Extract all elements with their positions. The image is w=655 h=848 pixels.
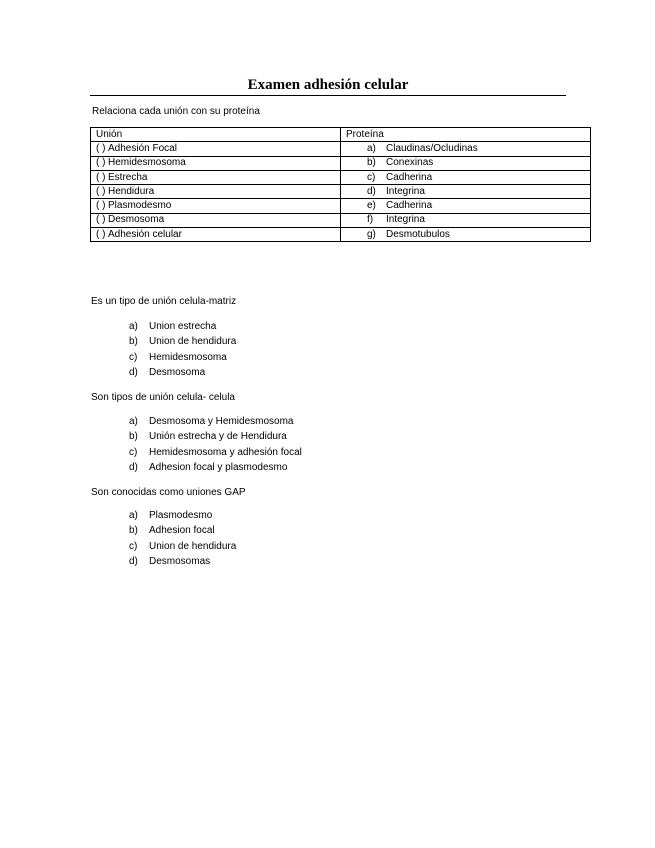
option-letter: a) bbox=[129, 321, 138, 332]
option-letter: a) bbox=[129, 416, 138, 427]
protein-cell bbox=[341, 142, 591, 156]
union-name: Estrecha bbox=[108, 171, 148, 183]
protein-name: Integrina bbox=[386, 185, 425, 197]
table-row bbox=[91, 156, 591, 170]
answer-blank: ( ) bbox=[96, 228, 106, 240]
question-1-text: Es un tipo de unión celula-matriz bbox=[91, 296, 237, 307]
option-letter: d) bbox=[129, 366, 138, 378]
question-2-text: Son tipos de unión celula- celula bbox=[91, 392, 235, 403]
option-text: Unión estrecha y de Hendidura bbox=[149, 431, 287, 443]
option-text: Adhesion focal y plasmodesmo bbox=[149, 461, 288, 473]
option-text: Desmosoma bbox=[149, 366, 206, 378]
union-name: Adhesión Focal bbox=[108, 142, 177, 154]
protein-cell bbox=[341, 170, 591, 184]
protein-letter: e) bbox=[367, 200, 376, 212]
table-row bbox=[91, 228, 591, 242]
protein-name: Cadherina bbox=[386, 200, 433, 212]
union-name: Adhesión celular bbox=[108, 228, 182, 240]
list-item bbox=[129, 510, 236, 525]
answer-blank: ( ) bbox=[96, 171, 106, 183]
answer-blank: ( ) bbox=[96, 157, 106, 169]
title-underline bbox=[90, 95, 566, 96]
option-text: Union estrecha bbox=[149, 321, 217, 332]
answer-blank: ( ) bbox=[96, 142, 106, 154]
union-cell bbox=[91, 156, 341, 170]
table-row bbox=[91, 170, 591, 184]
protein-cell bbox=[341, 199, 591, 213]
option-letter: c) bbox=[129, 351, 138, 363]
union-name: Plasmodesmo bbox=[108, 200, 172, 212]
protein-name: Claudinas/Ocludinas bbox=[386, 142, 478, 154]
option-letter: b) bbox=[129, 525, 138, 537]
list-item bbox=[129, 352, 236, 367]
table-row bbox=[91, 199, 591, 213]
question-3-options bbox=[129, 510, 236, 571]
table-row bbox=[91, 185, 591, 199]
list-item bbox=[129, 367, 236, 382]
protein-cell bbox=[341, 213, 591, 227]
option-letter: d) bbox=[129, 555, 138, 567]
table-header-row bbox=[91, 128, 591, 142]
header-union: Unión bbox=[91, 128, 341, 142]
option-text: Desmosomas bbox=[149, 555, 211, 567]
matching-instructions: Relaciona cada unión con su proteína bbox=[92, 106, 260, 117]
union-name: Hendidura bbox=[108, 185, 155, 197]
list-item bbox=[129, 336, 236, 351]
table-row bbox=[91, 142, 591, 156]
option-letter: a) bbox=[129, 510, 138, 521]
protein-letter: c) bbox=[367, 171, 376, 183]
option-text: Hemidesmosoma bbox=[149, 351, 227, 363]
option-letter: c) bbox=[129, 446, 138, 458]
union-cell bbox=[91, 228, 341, 242]
question-2-options bbox=[129, 416, 302, 477]
union-cell bbox=[91, 185, 341, 199]
union-name: Desmosoma bbox=[108, 214, 165, 226]
protein-cell bbox=[341, 228, 591, 242]
document-title: Examen adhesión celular bbox=[247, 77, 409, 93]
union-name: Hemidesmosoma bbox=[108, 157, 186, 169]
protein-letter: d) bbox=[367, 185, 376, 197]
list-item bbox=[129, 431, 302, 446]
option-letter: c) bbox=[129, 540, 138, 552]
protein-name: Conexinas bbox=[386, 157, 434, 169]
protein-cell bbox=[341, 156, 591, 170]
list-item bbox=[129, 321, 236, 336]
list-item bbox=[129, 541, 236, 556]
answer-blank: ( ) bbox=[96, 200, 106, 212]
option-text: Plasmodesmo bbox=[149, 510, 213, 521]
union-cell bbox=[91, 170, 341, 184]
answer-blank: ( ) bbox=[96, 185, 106, 197]
question-1-options bbox=[129, 321, 236, 382]
protein-letter: g) bbox=[367, 228, 376, 240]
list-item bbox=[129, 416, 302, 431]
option-letter: b) bbox=[129, 336, 138, 348]
list-item bbox=[129, 556, 236, 571]
union-cell bbox=[91, 199, 341, 213]
list-item bbox=[129, 525, 236, 540]
protein-name: Cadherina bbox=[386, 171, 433, 183]
table-row bbox=[91, 213, 591, 227]
list-item bbox=[129, 462, 302, 477]
list-item bbox=[129, 447, 302, 462]
option-text: Union de hendidura bbox=[149, 540, 237, 552]
option-text: Union de hendidura bbox=[149, 336, 237, 348]
option-letter: d) bbox=[129, 461, 138, 473]
protein-name: Desmotubulos bbox=[386, 228, 450, 240]
protein-letter: a) bbox=[367, 142, 376, 154]
answer-blank: ( ) bbox=[96, 214, 106, 226]
option-text: Desmosoma y Hemidesmosoma bbox=[149, 416, 294, 427]
union-cell bbox=[91, 213, 341, 227]
protein-cell bbox=[341, 185, 591, 199]
protein-letter: b) bbox=[367, 157, 376, 169]
union-cell bbox=[91, 142, 341, 156]
matching-table bbox=[90, 127, 591, 242]
protein-name: Integrina bbox=[386, 214, 425, 226]
option-text: Adhesion focal bbox=[149, 525, 215, 537]
question-3-text: Son conocidas como uniones GAP bbox=[91, 487, 246, 498]
protein-letter: f) bbox=[367, 214, 374, 226]
option-letter: b) bbox=[129, 431, 138, 443]
option-text: Hemidesmosoma y adhesión focal bbox=[149, 446, 302, 458]
header-protein: Proteína bbox=[341, 128, 591, 142]
